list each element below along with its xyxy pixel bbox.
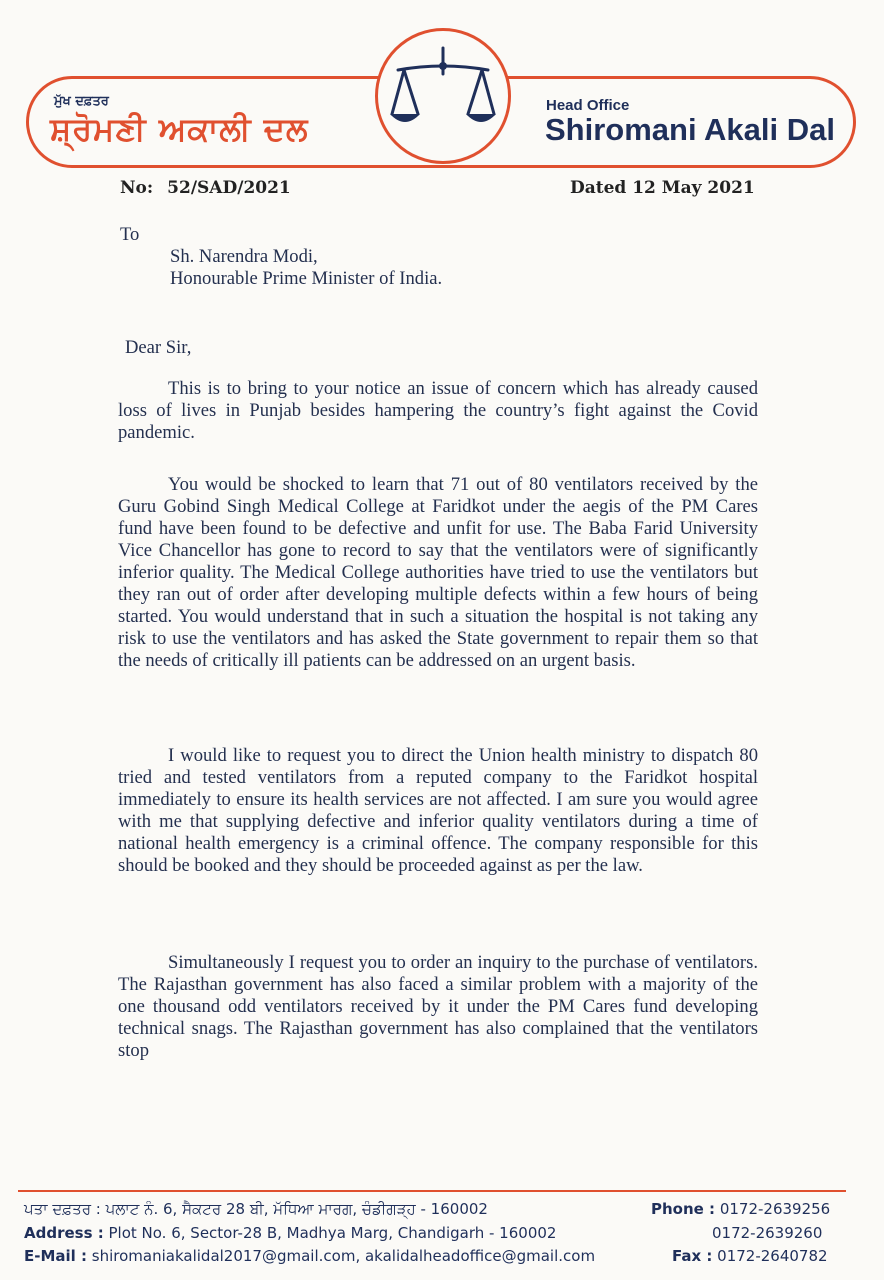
footer-email <box>24 1247 595 1265</box>
salutation: Dear Sir, <box>125 337 192 358</box>
reference-label: No: <box>120 178 154 198</box>
recipient-name: Sh. Narendra Modi, <box>170 246 318 267</box>
phone-value-1: 0172-2639256 <box>715 1200 831 1218</box>
email-value: shiromaniakalidal2017@gmail.com, akalidalheadoffice@gmail.com <box>87 1247 596 1265</box>
recipient-title: Honourable Prime Minister of India. <box>170 268 443 289</box>
fax-value: 0172-2640782 <box>712 1247 828 1265</box>
reference-value: 52/SAD/2021 <box>167 178 291 198</box>
address-value: Plot No. 6, Sector-28 B, Madhya Marg, Chandigarh - 160002 <box>103 1224 557 1242</box>
paragraph-1: This is to bring to your notice an issue of concern which has already caused loss of lives in Punjab besides hampering the country’s fight against the Covid pandemic. <box>118 378 758 443</box>
footer-fax <box>672 1247 828 1265</box>
fax-label: Fax : <box>672 1247 713 1265</box>
punjabi-office-label: ਮੁੱਖ ਦਫ਼ਤਰ <box>54 94 109 109</box>
head-office-label: Head Office <box>546 97 630 114</box>
paragraph-2: You would be shocked to learn that 71 out of 80 ventilators received by the Guru Gobind Singh Medical College at Faridkot under the aegis of the PM Cares fund have been found to be defective and unfit for use. The Baba Farid University Vice Chancellor has gone to record to say that the ventilators were of significantly inferior quality. The Medical College authorities have tried to use the ventilators but they ran out of order after developing multiple defects within a few hours of being started. You would understand that in such a situation the hospital is not taking any risk to use the ventilators and has asked the State government to repair them so that the needs of critically ill patients can be addressed on an urgent basis. <box>118 474 758 671</box>
phone-label: Phone : <box>651 1200 716 1218</box>
footer-divider <box>18 1190 846 1192</box>
footer-punjabi-address: ਪਤਾ ਦਫ਼ਤਰ : ਪਲਾਟ ਨੰ. 6, ਸੈਕਟਰ 28 ਬੀ, ਮੱਧਿਆ ਮਾਰਗ, ਚੰਡੀਗੜ੍ਹ - 160002 <box>24 1200 488 1218</box>
to-label: To <box>120 224 140 245</box>
footer-phone <box>651 1200 830 1218</box>
email-label: E-Mail : <box>24 1247 88 1265</box>
paragraph-3: I would like to request you to direct the Union health ministry to dispatch 80 tried and tested ventilators from a reputed company to the Faridkot hospital immediately to ensure its health services are not affected. I am sure you would agree with me that supplying defective and inferior quality ventilators during a time of national health emergency is a criminal offence. The company responsible for this should be booked and they should be proceeded against as per the law. <box>118 745 758 876</box>
footer-address <box>24 1224 556 1242</box>
punjabi-party-name: ਸ਼੍ਰੋਮਣੀ ਅਕਾਲੀ ਦਲ <box>50 110 309 148</box>
footer-phone-2: 0172-2639260 <box>712 1224 823 1242</box>
balance-scale-icon <box>390 44 496 140</box>
address-label: Address : <box>24 1224 104 1242</box>
party-name: Shiromani Akali Dal <box>545 112 835 147</box>
paragraph-4: Simultaneously I request you to order an inquiry to the purchase of ventilators. The Rajasthan government has also faced a similar problem with a majority of the one thousand odd ventilators received by it under the PM Cares fund developing technical snags. The Rajasthan government has also complained that the ventilators stop <box>118 952 758 1061</box>
letter-date: Dated 12 May 2021 <box>570 178 755 198</box>
reference-number <box>120 178 291 198</box>
